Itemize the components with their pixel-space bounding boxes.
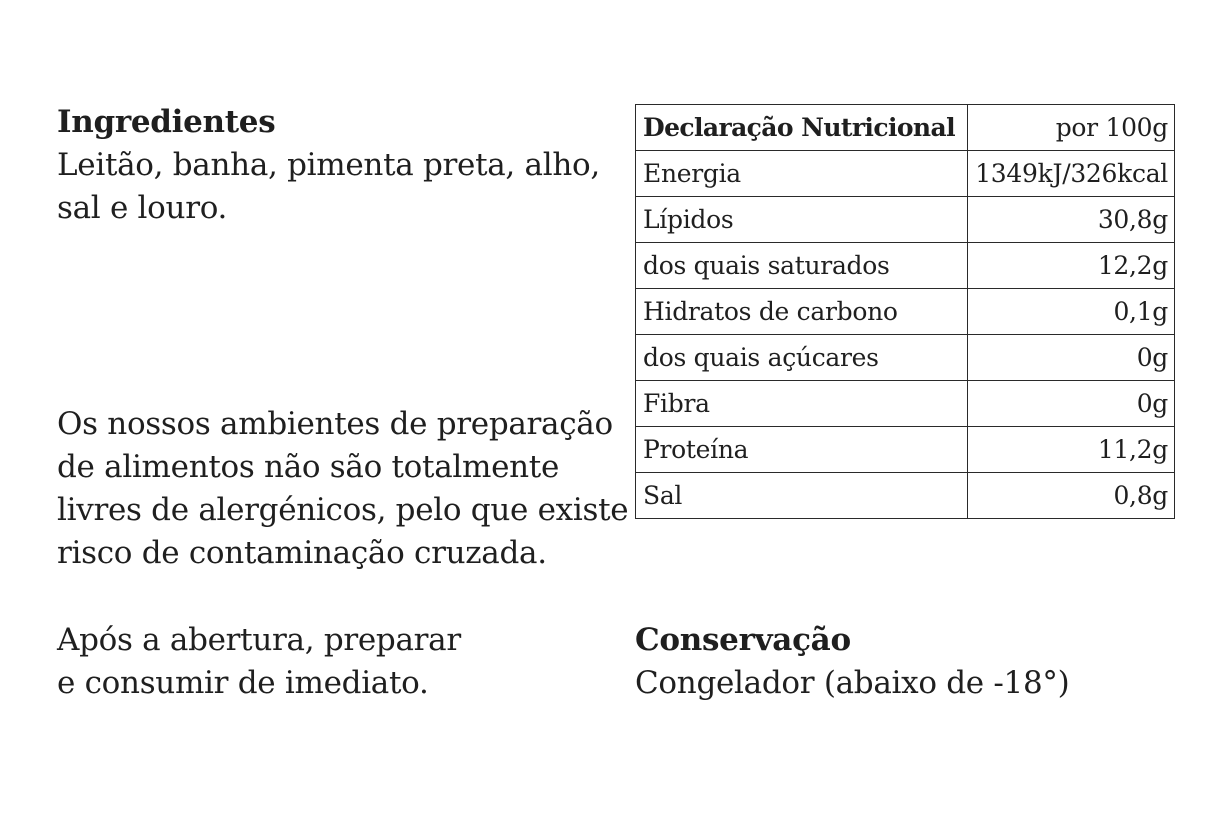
nutrition-row-fat [636,197,1175,243]
nutrition-table [635,104,1175,519]
ingredients-line: sal e louro. [57,190,228,226]
nutrient-value: 11,2g [968,427,1175,473]
nutrition-row-saturates [636,243,1175,289]
nutrition-row-sugars [636,335,1175,381]
after-opening-line: Após a abertura, preparar [57,622,461,658]
nutrient-label: Sal [636,473,968,519]
nutrient-label: Lípidos [636,197,968,243]
allergen-line: Os nossos ambientes de preparação [57,406,613,442]
storage-section [635,619,1069,705]
nutrient-label: Energia [636,151,968,197]
after-opening-line: e consumir de imediato. [57,665,429,701]
allergen-notice [57,403,628,575]
nutrient-value: 0,1g [968,289,1175,335]
nutrition-row-protein [636,427,1175,473]
storage-text: Congelador (abaixo de -18°) [635,665,1070,701]
after-opening-notice [57,619,461,705]
nutrient-label: dos quais açúcares [636,335,968,381]
nutrition-row-fibre [636,381,1175,427]
ingredients-line: Leitão, banha, pimenta preta, alho, [57,147,600,183]
nutrient-value: 30,8g [968,197,1175,243]
ingredients-section [57,101,600,230]
nutrition-header-value: por 100g [968,105,1175,151]
nutrient-value: 0g [968,381,1175,427]
allergen-line: livres de alergénicos, pelo que existe [57,492,629,528]
nutrition-header-row [636,105,1175,151]
nutrition-row-salt [636,473,1175,519]
nutrient-label: Proteína [636,427,968,473]
nutrient-label: Fibra [636,381,968,427]
nutrition-row-carbohydrate [636,289,1175,335]
nutrient-value: 1349kJ/326kcal [968,151,1175,197]
allergen-line: risco de contaminação cruzada. [57,535,547,571]
nutrient-value: 0g [968,335,1175,381]
nutrition-row-energy [636,151,1175,197]
nutrition-header-label: Declaração Nutricional [636,105,968,151]
nutrient-value: 0,8g [968,473,1175,519]
storage-heading: Conservação [635,622,851,658]
nutrient-label: Hidratos de carbono [636,289,968,335]
allergen-line: de alimentos não são totalmente [57,449,560,485]
nutrient-value: 12,2g [968,243,1175,289]
nutrient-label: dos quais saturados [636,243,968,289]
ingredients-heading: Ingredientes [57,104,276,140]
